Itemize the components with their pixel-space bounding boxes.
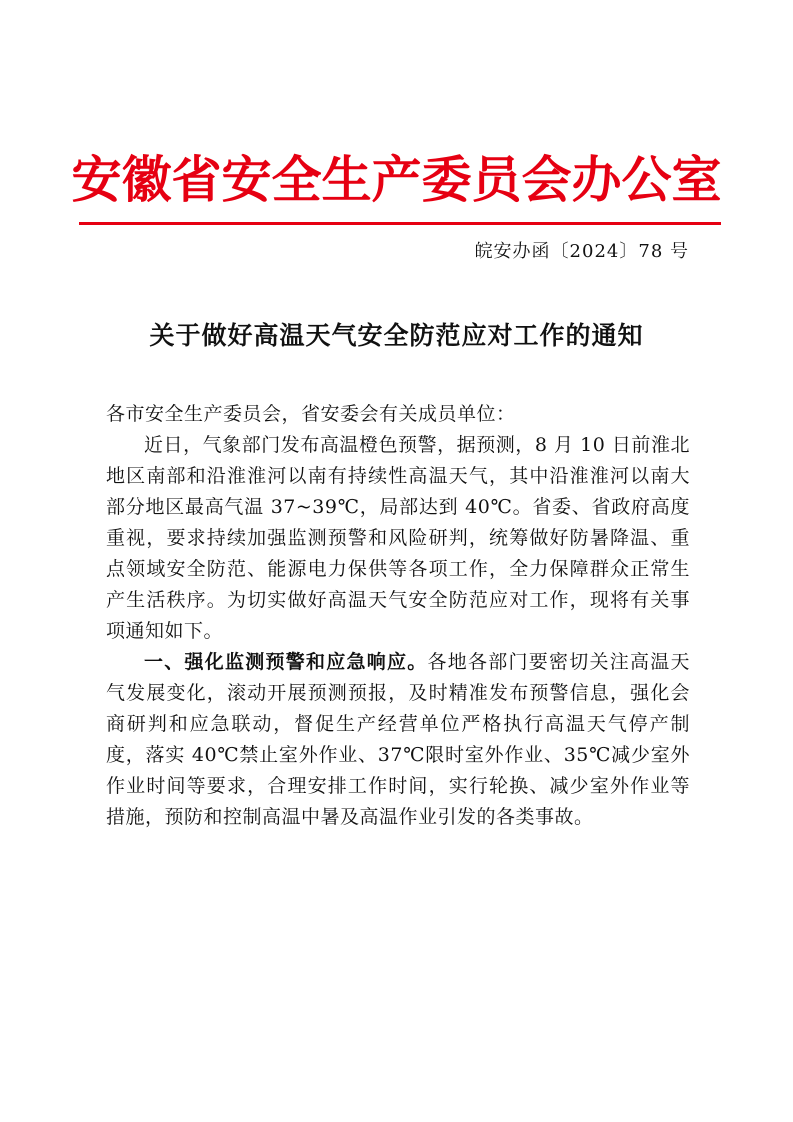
section-1-body: 各地各部门要密切关注高温天气发展变化，滚动开展预测预报，及时精准发布预警信息，强化会商研判和应急联动，督促生产经营单位严格执行高温天气停产制度，落实 40℃禁止室外作业、37℃限时室外作业、35℃减少室外作业时间等要求，合理安排工作时间，实行轮换、减少室外作业等措施，预防和控制高温中暑及高温作业引发的各类事故。 — [106, 651, 690, 828]
document-body — [106, 399, 690, 833]
paragraph-section-1 — [106, 647, 690, 833]
red-separator-line — [79, 222, 721, 225]
paragraph-intro: 近日，气象部门发布高温橙色预警，据预测，8 月 10 日前淮北地区南部和沿淮淮河以南有持续性高温天气，其中沿淮淮河以南大部分地区最高气温 37~39℃，局部达到 40℃。省委、省政府高度重视，要求持续加强监测预警和风险研判，统筹做好防暑降温、重点领域安全防范、能源电力保供等各项工作，全力保障群众正常生产生活秩序。为切实做好高温天气安全防范应对工作，现将有关事项通知如下。 — [106, 434, 690, 642]
salutation: 各市安全生产委员会，省安委会有关成员单位： — [106, 403, 516, 425]
document-number: 皖安办函〔2024〕78 号 — [474, 241, 689, 262]
section-1-heading: 一、强化监测预警和应急响应。 — [144, 651, 428, 673]
issuing-organization-header: 安徽省安全生产委员会办公室 — [71, 150, 722, 209]
document-title: 关于做好高温天气安全防范应对工作的通知 — [149, 321, 644, 350]
